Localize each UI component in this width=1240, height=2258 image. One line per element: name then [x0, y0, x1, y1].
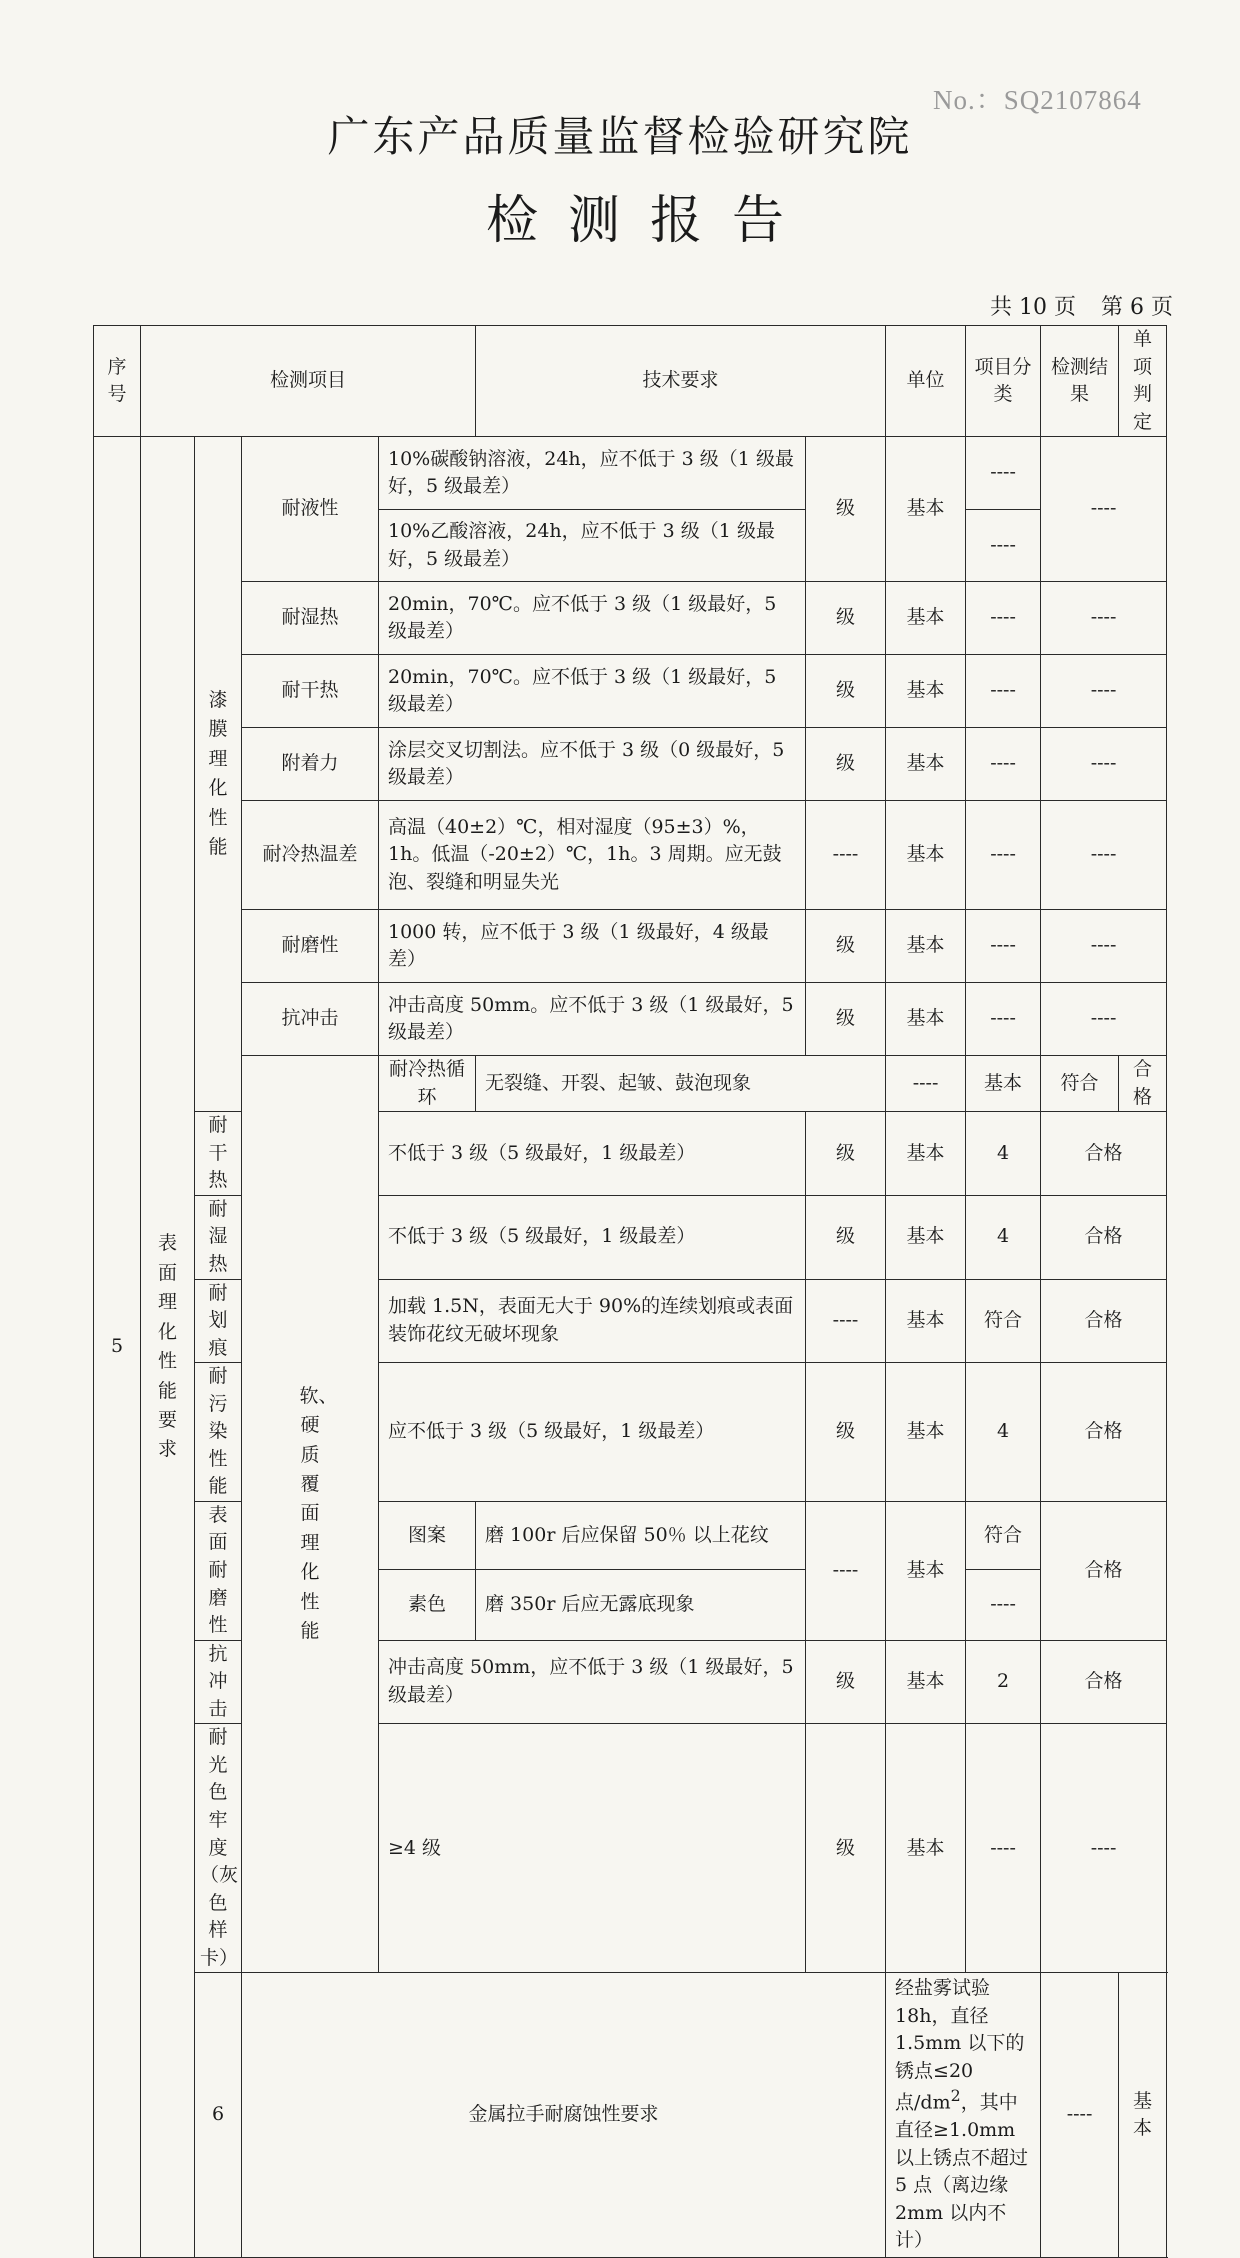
report-number: No.：SQ2107864 — [933, 85, 1142, 115]
result-cell: ---- — [966, 655, 1041, 728]
page-total: 共 10 页 — [990, 295, 1077, 320]
item-label: 耐污染性能 — [195, 1363, 242, 1502]
col-item: 检测项目 — [141, 326, 476, 437]
inspection-table — [93, 325, 1167, 2258]
group5-name-text: 表面理化性能要求 — [157, 1232, 177, 1461]
col-requirement: 技术要求 — [476, 326, 886, 437]
category-cell: 基本 — [886, 1640, 966, 1724]
result-cell: ---- — [966, 983, 1041, 1056]
judgement-cell: ---- — [1041, 910, 1167, 983]
unit-cell: 级 — [806, 1195, 886, 1279]
judgement-cell: ---- — [1041, 437, 1167, 582]
requirement-cell: 冲击高度 50mm，应不低于 3 级（1 级最好，5 级最差） — [379, 1640, 806, 1724]
item-label: 耐冷热温差 — [242, 801, 379, 910]
category-cell: 基本 — [886, 1724, 966, 1973]
judgement-cell: 合格 — [1041, 1195, 1167, 1279]
category-cell: 基本 — [886, 728, 966, 801]
judgement-cell: 合格 — [1041, 1279, 1167, 1363]
requirement-cell: 磨 350r 后应无露底现象 — [476, 1570, 806, 1640]
item-label: 耐干热 — [195, 1112, 242, 1196]
table-row — [94, 1056, 1167, 1112]
requirement-cell: 无裂缝、开裂、起皱、鼓泡现象 — [476, 1056, 886, 1112]
col-category: 项目分类 — [966, 326, 1041, 437]
category-cell: 基本 — [886, 582, 966, 655]
category-cell: 基本 — [886, 983, 966, 1056]
unit-cell: 级 — [806, 655, 886, 728]
category-cell: 基本 — [886, 1279, 966, 1363]
requirement-cell: 高温（40±2）℃，相对湿度（95±3）%，1h。低温（-20±2）℃，1h。3 周期。应无鼓泡、裂缝和明显失光 — [379, 801, 806, 910]
requirement-cell: 涂层交叉切割法。应不低于 3 级（0 级最好，5 级最差） — [379, 728, 806, 801]
requirement-cell: 冲击高度 50mm。应不低于 3 级（1 级最好，5 级最差） — [379, 983, 806, 1056]
table-row — [94, 1973, 1167, 2258]
sub-a-label — [195, 437, 242, 1112]
table-row — [94, 655, 1167, 728]
result-cell: 4 — [966, 1112, 1041, 1196]
item-label: 耐光色牢度（灰色样卡） — [195, 1724, 242, 1973]
category-cell: 基本 — [886, 1112, 966, 1196]
table-row — [94, 801, 1167, 910]
category-cell: 基本 — [886, 801, 966, 910]
unit-cell: 级 — [806, 728, 886, 801]
unit-cell: 级 — [806, 1112, 886, 1196]
result-cell: ---- — [966, 728, 1041, 801]
requirement-cell: 10%碳酸钠溶液，24h，应不低于 3 级（1 级最好，5 级最差） — [379, 437, 806, 510]
category-cell: 基本 — [886, 1195, 966, 1279]
result-cell: ---- — [966, 437, 1041, 510]
judgement-cell: 合格 — [1119, 1056, 1167, 1112]
category-cell: 基本 — [886, 655, 966, 728]
item-label: 耐磨性 — [242, 910, 379, 983]
col-unit: 单位 — [886, 326, 966, 437]
unit-cell: 级 — [806, 1724, 886, 1973]
judgement-cell: ---- — [1041, 801, 1167, 910]
sub-type-cell: 素色 — [379, 1570, 476, 1640]
institution-name: 广东产品质量监督检验研究院 — [327, 112, 913, 161]
item-label: 抗冲击 — [195, 1640, 242, 1724]
judgement-cell: ---- — [1041, 983, 1167, 1056]
judgement-cell: ---- — [1041, 655, 1167, 728]
requirement-cell: 磨 100r 后应保留 50％ 以上花纹 — [476, 1501, 806, 1569]
col-result: 检测结果 — [1041, 326, 1119, 437]
group5-name — [141, 437, 195, 2258]
col-seq: 序号 — [94, 326, 141, 437]
page-current: 第 6 页 — [1101, 295, 1173, 320]
group5-seq: 5 — [94, 437, 141, 2258]
result-cell: 符合 — [1041, 1056, 1119, 1112]
unit-cell: 级 — [806, 983, 886, 1056]
result-cell: 4 — [966, 1195, 1041, 1279]
result-cell: 4 — [966, 1363, 1041, 1502]
judgement-cell: ---- — [1041, 728, 1167, 801]
result-cell: ---- — [966, 510, 1041, 582]
unit-cell: 级 — [806, 582, 886, 655]
group6-req-sup: 2 — [950, 2086, 961, 2106]
category-cell: 基本 — [886, 1501, 966, 1640]
judgement-cell: ---- — [1041, 582, 1167, 655]
unit-cell: 级 — [806, 1640, 886, 1724]
unit-cell: ---- — [806, 801, 886, 910]
category-cell: 基本 — [966, 1056, 1041, 1112]
unit-cell: ---- — [806, 1279, 886, 1363]
result-cell: ---- — [966, 582, 1041, 655]
group6-req-a: 经盐雾试验 18h，直径 1.5mm 以下的锈点≤20 点/dm — [895, 1977, 1025, 2114]
judgement-cell: 合格 — [1041, 1501, 1167, 1640]
requirement-cell — [886, 1973, 1041, 2258]
requirement-cell: 10%乙酸溶液，24h，应不低于 3 级（1 级最好，5 级最差） — [379, 510, 806, 582]
report-title: 检测报告 — [485, 191, 814, 251]
page-info — [900, 290, 1175, 321]
item-label: 耐干热 — [242, 655, 379, 728]
table-row — [94, 437, 1167, 510]
group6-name: 金属拉手耐腐蚀性要求 — [242, 1973, 886, 2258]
unit-cell: ---- — [1041, 1973, 1119, 2258]
judgement-cell: 合格 — [1041, 1112, 1167, 1196]
item-label: 耐划痕 — [195, 1279, 242, 1363]
item-label: 抗冲击 — [242, 983, 379, 1056]
table-header-row — [94, 326, 1167, 437]
judgement-cell: ---- — [1041, 1724, 1167, 1973]
category-cell: 基本 — [1119, 1973, 1167, 2258]
requirement-cell: 不低于 3 级（5 级最好，1 级最差） — [379, 1112, 806, 1196]
result-cell: ---- — [966, 801, 1041, 910]
requirement-cell: 1000 转，应不低于 3 级（1 级最好，4 级最差） — [379, 910, 806, 983]
item-label: 耐冷热循环 — [379, 1056, 476, 1112]
item-label: 耐湿热 — [242, 582, 379, 655]
unit-cell: ---- — [886, 1056, 966, 1112]
unit-cell: 级 — [806, 910, 886, 983]
requirement-cell: ≥4 级 — [379, 1724, 806, 1973]
col-judgement: 单项判定 — [1119, 326, 1167, 437]
sub-a-text: 漆膜理化性能 — [208, 688, 228, 859]
item-label: 耐湿热 — [195, 1195, 242, 1279]
result-cell: ---- — [966, 1724, 1041, 1973]
item-label: 耐液性 — [242, 437, 379, 582]
item-label: 表面耐磨性 — [195, 1501, 242, 1640]
sub-type-cell: 图案 — [379, 1501, 476, 1569]
table-row — [94, 910, 1167, 983]
item-label: 附着力 — [242, 728, 379, 801]
unit-cell: ---- — [806, 1501, 886, 1640]
requirement-cell: 不低于 3 级（5 级最好，1 级最差） — [379, 1195, 806, 1279]
judgement-cell: 合格 — [1041, 1363, 1167, 1502]
unit-cell: 级 — [806, 1363, 886, 1502]
table-row — [94, 983, 1167, 1056]
result-cell: 符合 — [966, 1501, 1041, 1569]
table-row — [94, 728, 1167, 801]
group6-req-b: ，其中直径≥1.0mm 以上锈点不超过 5 点（离边缘 2mm 以内不计） — [895, 2091, 1029, 2252]
unit-cell: 级 — [806, 437, 886, 582]
result-cell: 2 — [966, 1640, 1041, 1724]
requirement-cell: 20min，70℃。应不低于 3 级（1 级最好，5 级最差） — [379, 655, 806, 728]
category-cell: 基本 — [886, 1363, 966, 1502]
result-cell: ---- — [966, 910, 1041, 983]
result-cell: ---- — [966, 1570, 1041, 1640]
sub-b-label — [242, 1056, 379, 1973]
requirement-cell: 加载 1.5N，表面无大于 90%的连续划痕或表面装饰花纹无破坏现象 — [379, 1279, 806, 1363]
requirement-cell: 应不低于 3 级（5 级最好，1 级最差） — [379, 1363, 806, 1502]
result-cell: 符合 — [966, 1279, 1041, 1363]
judgement-cell: 合格 — [1041, 1640, 1167, 1724]
sub-b-text: 软、硬质覆面理化性能 — [299, 1384, 338, 1643]
category-cell: 基本 — [886, 437, 966, 582]
requirement-cell: 20min，70℃。应不低于 3 级（1 级最好，5 级最差） — [379, 582, 806, 655]
category-cell: 基本 — [886, 910, 966, 983]
table-row — [94, 582, 1167, 655]
group6-seq: 6 — [195, 1973, 242, 2258]
